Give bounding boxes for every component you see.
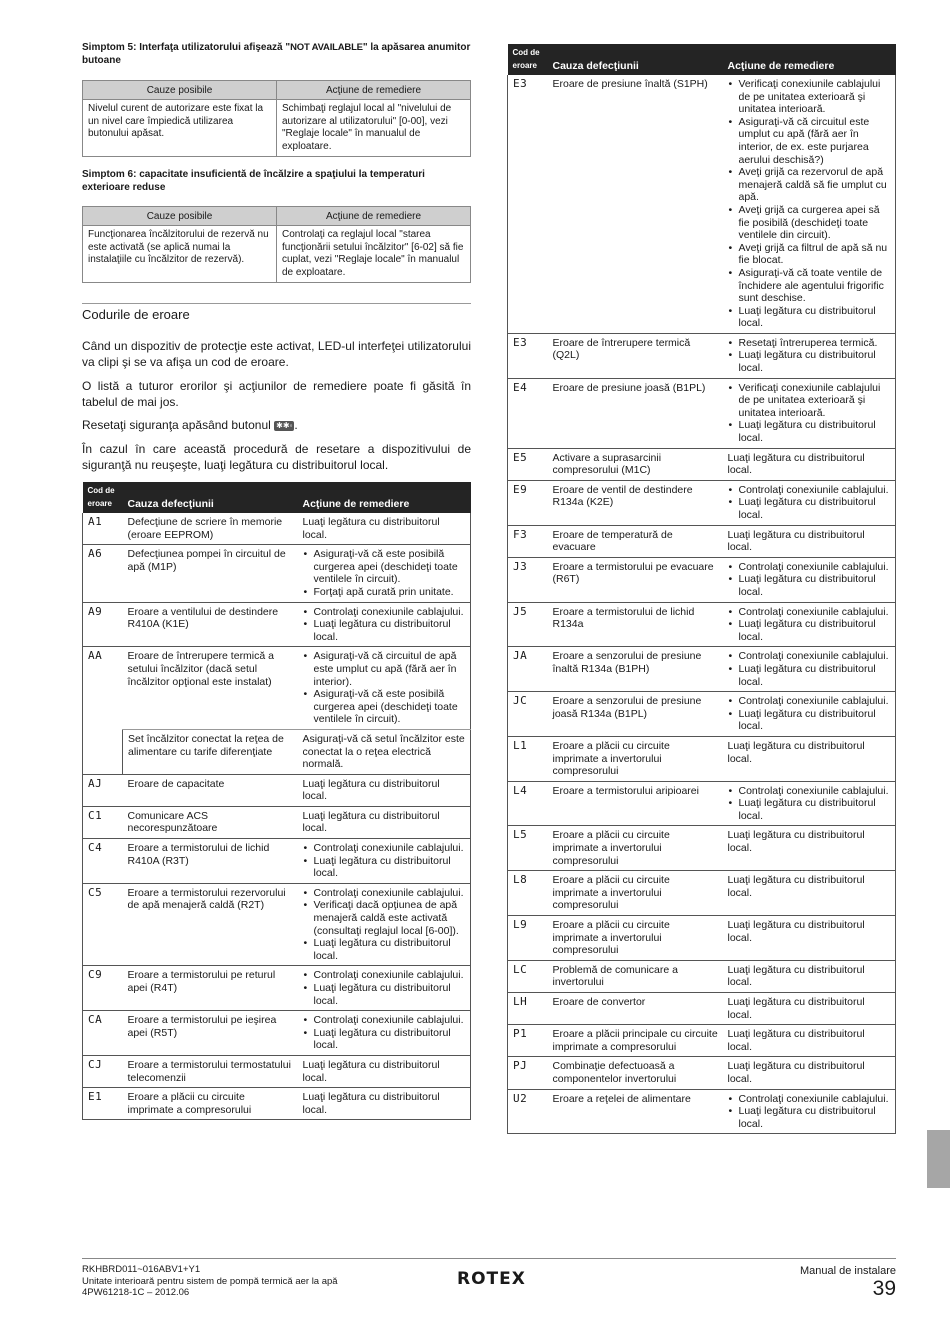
- error-code: U2: [508, 1089, 548, 1134]
- error-action: Luaţi legătura cu distribuitorul local.: [723, 871, 896, 916]
- error-cause: Eroare de temperatură de evacuare: [548, 525, 723, 557]
- error-action: Luaţi legătura cu distribuitorul local.: [723, 1057, 896, 1089]
- action-item: • Luaţi legătura cu distribuitorul local.: [314, 937, 467, 962]
- action-item: • Controlaţi conexiunile cablajului.: [739, 606, 892, 619]
- error-row: [83, 806, 471, 838]
- error-action: [298, 883, 471, 966]
- header-cause: Cauza defecţiunii: [123, 482, 298, 513]
- document-code: 4PW61218-1C – 2012.06: [82, 1287, 190, 1298]
- header-actions: Acţiune de remediere: [277, 81, 471, 100]
- action-item: • Asiguraţi-vă că este posibilă curgerea apei (deschideţi toate ventilele în circuit).: [314, 688, 467, 726]
- action-item: • Luaţi legătura cu distribuitorul local.: [739, 573, 892, 598]
- error-code: LH: [508, 993, 548, 1025]
- error-cause: Eroare de întrerupere termică a setului încălzitor (dacă setul încălzitor opţional este instalat): [123, 647, 298, 730]
- error-code: CJ: [83, 1055, 123, 1087]
- reset-button-icon: ✱✱◦: [276, 420, 293, 430]
- action-item: • Controlaţi conexiunile cablajului.: [314, 842, 467, 855]
- error-row: [508, 781, 896, 826]
- symptom5-title: Simptom 5: Interfaţa utilizatorului afişează "NOT AVAILABLE" la apăsarea anumitor butoane: [82, 42, 471, 66]
- footer-info: [82, 1264, 338, 1299]
- action-item: • Luaţi legătura cu distribuitorul local.: [739, 708, 892, 733]
- error-action: Luaţi legătura cu distribuitorul local.: [298, 1088, 471, 1120]
- error-cause: Eroare a senzorului de presiune înaltă R134a (B1PH): [548, 647, 723, 692]
- error-row: [508, 736, 896, 781]
- error-row: [508, 1025, 896, 1057]
- action-item: • Luaţi legătura cu distribuitorul local.: [314, 1027, 467, 1052]
- error-code: C5: [83, 883, 123, 966]
- error-action: [298, 966, 471, 1011]
- action-list: [728, 695, 892, 733]
- action-item: • Aveţi grijă ca filtrul de apă să nu fie blocat.: [739, 242, 892, 267]
- action-item: • Controlaţi conexiunile cablajului.: [739, 1093, 892, 1106]
- error-row: [83, 839, 471, 884]
- error-action: Luaţi legătura cu distribuitorul local.: [298, 1055, 471, 1087]
- error-code-table-left: [82, 482, 471, 1120]
- action-list: [728, 561, 892, 599]
- action-item: • Verificaţi conexiunile cablajului de pe unitatea exterioară şi unitatea interioară.: [739, 382, 892, 420]
- action-list: [728, 78, 892, 330]
- error-action: [723, 75, 896, 333]
- error-row: [508, 480, 896, 525]
- error-code-table-right: [507, 44, 896, 1134]
- action-item: • Luaţi legătura cu distribuitorul local.: [739, 663, 892, 688]
- error-action: Luaţi legătura cu distribuitorul local.: [723, 826, 896, 871]
- action-list: [303, 1014, 467, 1052]
- action-item: • Luaţi legătura cu distribuitorul local.: [314, 618, 467, 643]
- action-list: [728, 382, 892, 445]
- error-action: [298, 1011, 471, 1056]
- chapter-tab: [927, 1130, 950, 1188]
- error-action: [723, 647, 896, 692]
- error-cause: Activare a suprasarcinii compresorului (M1C): [548, 448, 723, 480]
- error-code: JC: [508, 692, 548, 737]
- header-code: Cod de eroare: [83, 482, 123, 513]
- action-item: • Aveţi grijă ca curgerea apei să fie posibilă (deschideţi toate ventilele din circuit).: [739, 204, 892, 242]
- action-list: [303, 650, 467, 726]
- error-action: Luaţi legătura cu distribuitorul local.: [723, 448, 896, 480]
- error-row: [508, 993, 896, 1025]
- section-title: Codurile de eroare: [82, 303, 471, 323]
- action-item: • Luaţi legătura cu distribuitorul local.: [739, 618, 892, 643]
- action-item: • Verificaţi dacă opţiunea de apă menajeră caldă este activată (consultaţi reglajul local [6-00]).: [314, 899, 467, 937]
- error-code: L5: [508, 826, 548, 871]
- error-row: [83, 1055, 471, 1087]
- error-action: [723, 333, 896, 378]
- paragraph: O listă a tuturor erorilor şi acţiunilor de remediere poate fi găsită în tabelul de mai jos.: [82, 379, 471, 409]
- symptom6-cause: Funcţionarea încălzitorului de rezervă nu este activată (se aplică numai la instalaţiile cu încălzitor de rezervă).: [83, 226, 277, 283]
- error-row: [508, 960, 896, 992]
- error-cause: Eroare a termistorului de lichid R134a: [548, 602, 723, 647]
- error-cause: Eroare a termistorului rezervorului de apă menajeră caldă (R2T): [123, 883, 298, 966]
- error-row: [508, 75, 896, 333]
- error-action: [723, 781, 896, 826]
- action-item: • Luaţi legătura cu distribuitorul local.: [739, 419, 892, 444]
- error-code: C1: [83, 806, 123, 838]
- error-cause: Comunicare ACS necorespunzătoare: [123, 806, 298, 838]
- error-action: [723, 602, 896, 647]
- action-list: [728, 337, 892, 375]
- error-action: [298, 545, 471, 602]
- error-code: E4: [508, 378, 548, 448]
- action-list: [303, 842, 467, 880]
- error-action: Luaţi legătura cu distribuitorul local.: [723, 525, 896, 557]
- action-item: • Controlaţi conexiunile cablajului.: [314, 887, 467, 900]
- error-code: J3: [508, 557, 548, 602]
- error-code: C9: [83, 966, 123, 1011]
- header-actions: Acţiune de remediere: [277, 207, 471, 226]
- error-row: [83, 966, 471, 1011]
- error-action: [723, 480, 896, 525]
- action-item: • Luaţi legătura cu distribuitorul local.: [314, 855, 467, 880]
- error-cause: Eroare a termistorului pe ieşirea apei (R5T): [123, 1011, 298, 1056]
- action-item: • Luaţi legătura cu distribuitorul local.: [739, 349, 892, 374]
- error-row: [508, 448, 896, 480]
- error-action: Luaţi legătura cu distribuitorul local.: [723, 1025, 896, 1057]
- error-code: AJ: [83, 774, 123, 806]
- error-code: J5: [508, 602, 548, 647]
- error-code: E9: [508, 480, 548, 525]
- error-cause: Eroare de convertor: [548, 993, 723, 1025]
- rotex-logo: ROTEX: [457, 1269, 526, 1289]
- header-action: Acţiune de remediere: [723, 44, 896, 75]
- error-cause: Eroare a reţelei de alimentare: [548, 1089, 723, 1134]
- error-action: [723, 378, 896, 448]
- action-item: • Luaţi legătura cu distribuitorul local.: [739, 797, 892, 822]
- error-action: [298, 602, 471, 647]
- action-item: • Asiguraţi-vă că circuitul este umplut cu apă (fără aer în interior, de ex. este purjarea aerului deschisă?): [739, 116, 892, 166]
- error-action: Luaţi legătura cu distribuitorul local.: [723, 993, 896, 1025]
- action-item: • Resetaţi întreruperea termică.: [739, 337, 892, 350]
- error-row: [508, 378, 896, 448]
- error-cause: Eroare de presiune joasă (B1PL): [548, 378, 723, 448]
- action-item: • Asiguraţi-vă că toate ventile de închidere ale agentului frigorific sunt deschise.: [739, 267, 892, 305]
- error-action: Asiguraţi-vă că setul încălzitor este conectat la o reţea electrică normală.: [298, 729, 471, 774]
- paragraph: Când un dispozitiv de protecţie este activat, LED-ul interfeţei utilizatorului va clipi şi se va afişa un cod de eroare.: [82, 339, 471, 369]
- error-cause: Eroare a termistorului de lichid R410A (R3T): [123, 839, 298, 884]
- symptom6-action: Controlaţi ca reglajul local "starea funcţionării setului încălzitor" [6-02] să fie cuplat, vezi "Reglaje locale" în manualul de exploatare.: [277, 226, 471, 283]
- error-cause: Eroare de întrerupere termică (Q2L): [548, 333, 723, 378]
- error-code: F3: [508, 525, 548, 557]
- action-list: [303, 969, 467, 1007]
- error-code: A1: [83, 513, 123, 545]
- error-row: [508, 602, 896, 647]
- action-item: • Aveţi grijă ca rezervorul de apă menajeră caldă să fie umplut cu apă.: [739, 166, 892, 204]
- symptom5-action: Schimbaţi reglajul local al "nivelului de autorizare al utilizatorului" [0-00], vezi "Reglaje locale" în manualul de exploatare.: [277, 100, 471, 157]
- error-cause: Defecţiunea pompei în circuitul de apă (M1P): [123, 545, 298, 602]
- error-row: [508, 557, 896, 602]
- error-row: [83, 1011, 471, 1056]
- error-row: [83, 1088, 471, 1120]
- header-code: Cod de eroare: [508, 44, 548, 75]
- error-cause: Defecţiune de scriere în memorie (eroare EEPROM): [123, 513, 298, 545]
- action-list: [728, 650, 892, 688]
- error-code: L4: [508, 781, 548, 826]
- error-cause: Eroare a termistorului pe returul apei (R4T): [123, 966, 298, 1011]
- error-row: [508, 1089, 896, 1134]
- error-row: [83, 883, 471, 966]
- error-code: A9: [83, 602, 123, 647]
- header-causes: Cauze posibile: [83, 81, 277, 100]
- error-code: P1: [508, 1025, 548, 1057]
- error-action: [723, 557, 896, 602]
- error-action: Luaţi legătura cu distribuitorul local.: [723, 736, 896, 781]
- error-code: LC: [508, 960, 548, 992]
- error-action: Luaţi legătura cu distribuitorul local.: [298, 774, 471, 806]
- error-row: [508, 333, 896, 378]
- action-item: • Luaţi legătura cu distribuitorul local.: [739, 305, 892, 330]
- error-cause: Eroare de capacitate: [123, 774, 298, 806]
- error-cause: Eroare a plăcii principale cu circuite imprimate a compresorului: [548, 1025, 723, 1057]
- error-row-sub: [83, 729, 471, 774]
- error-code: AA: [83, 647, 123, 774]
- action-item: • Controlaţi conexiunile cablajului.: [314, 1014, 467, 1027]
- error-row: [508, 647, 896, 692]
- error-action: [298, 839, 471, 884]
- symptom5-table: [82, 80, 471, 157]
- error-cause: Eroare a plăcii cu circuite imprimate a invertorului compresorului: [548, 826, 723, 871]
- error-code: A6: [83, 545, 123, 602]
- page-footer: [82, 1258, 896, 1300]
- error-code: L8: [508, 871, 548, 916]
- action-item: • Controlaţi conexiunile cablajului.: [739, 650, 892, 663]
- action-item: • Asiguraţi-vă că este posibilă curgerea apei (deschideţi toate ventilele în circuit).: [314, 548, 467, 586]
- action-list: [728, 606, 892, 644]
- error-action: Luaţi legătura cu distribuitorul local.: [298, 513, 471, 545]
- manual-title: Manual de instalare: [799, 1265, 896, 1277]
- symptom6-table: [82, 206, 471, 283]
- header-cause: Cauza defecţiunii: [548, 44, 723, 75]
- action-list: [303, 606, 467, 644]
- header-causes: Cauze posibile: [83, 207, 277, 226]
- action-list: [303, 887, 467, 963]
- error-row: [508, 692, 896, 737]
- error-action: [298, 647, 471, 730]
- error-cause: Eroare a plăcii cu circuite imprimate a invertorului compresorului: [548, 916, 723, 961]
- action-item: • Luaţi legătura cu distribuitorul local.: [739, 496, 892, 521]
- error-action: Luaţi legătura cu distribuitorul local.: [298, 806, 471, 838]
- action-item: • Controlaţi conexiunile cablajului.: [314, 606, 467, 619]
- error-code: E3: [508, 333, 548, 378]
- error-code: E5: [508, 448, 548, 480]
- action-item: • Controlaţi conexiunile cablajului.: [739, 484, 892, 497]
- error-row: [508, 916, 896, 961]
- error-cause: Combinaţie defectuoasă a componentelor invertorului: [548, 1057, 723, 1089]
- error-row: [508, 1057, 896, 1089]
- action-list: [728, 785, 892, 823]
- error-row: [83, 774, 471, 806]
- error-cause: Set încălzitor conectat la reţea de alimentare cu tarife diferenţiate: [123, 729, 298, 774]
- error-cause: Eroare a termistorului aripioarei: [548, 781, 723, 826]
- error-code: C4: [83, 839, 123, 884]
- error-cause: Eroare a plăcii cu circuite imprimate a compresorului: [123, 1088, 298, 1120]
- product-description: Unitate interioară pentru sistem de pompă termică aer la apă: [82, 1275, 338, 1287]
- symptom5-cause: Nivelul curent de autorizare este fixat la un nivel care împiedică utilizarea butonului apăsat.: [83, 100, 277, 157]
- action-item: • Controlaţi conexiunile cablajului.: [314, 969, 467, 982]
- action-list: [728, 1093, 892, 1131]
- error-cause: Eroare a plăcii cu circuite imprimate a invertorului compresorului: [548, 871, 723, 916]
- error-cause: Problemă de comunicare a invertorului: [548, 960, 723, 992]
- error-code: E1: [83, 1088, 123, 1120]
- error-row: [508, 525, 896, 557]
- error-cause: Eroare a plăcii cu circuite imprimate a invertorului compresorului: [548, 736, 723, 781]
- action-item: • Verificaţi conexiunile cablajului de pe unitatea exterioară şi unitatea interioară.: [739, 78, 892, 116]
- error-cause: Eroare a termistorului pe evacuare (R6T): [548, 557, 723, 602]
- action-item: • Controlaţi conexiunile cablajului.: [739, 695, 892, 708]
- error-cause: Eroare de ventil de destindere R134a (K2E): [548, 480, 723, 525]
- action-item: • Controlaţi conexiunile cablajului.: [739, 785, 892, 798]
- error-cause: Eroare de presiune înaltă (S1PH): [548, 75, 723, 333]
- symptom6-title: Simptom 6: capacitate insuficientă de încălzire a spaţiului la temperaturi exterioare reduse: [82, 169, 425, 193]
- error-cause: Eroare a termistorului termostatului telecomenzii: [123, 1055, 298, 1087]
- error-row: [83, 647, 471, 730]
- error-code: L1: [508, 736, 548, 781]
- paragraph: Resetaţi siguranţa apăsând butonul ✱✱◦ .: [82, 418, 298, 432]
- error-code: JA: [508, 647, 548, 692]
- error-code: CA: [83, 1011, 123, 1056]
- error-code: E3: [508, 75, 548, 333]
- action-list: [303, 548, 467, 598]
- action-item: • Luaţi legătura cu distribuitorul local.: [739, 1105, 892, 1130]
- error-cause: Eroare a ventilului de destindere R410A (K1E): [123, 602, 298, 647]
- model-code: RKHBRD011~016ABV1+Y1: [82, 1264, 201, 1275]
- error-code: PJ: [508, 1057, 548, 1089]
- header-action: Acţiune de remediere: [298, 482, 471, 513]
- error-row: [83, 513, 471, 545]
- error-row: [83, 545, 471, 602]
- action-list: [728, 484, 892, 522]
- error-row: [83, 602, 471, 647]
- error-cause: Eroare a senzorului de presiune joasă R134a (B1PL): [548, 692, 723, 737]
- paragraph: În cazul în care această procedură de resetare a dispozitivului de siguranţă nu reuşeşte, luaţi legătura cu distribuitorul local.: [82, 442, 471, 472]
- error-action: Luaţi legătura cu distribuitorul local.: [723, 960, 896, 992]
- error-action: [723, 692, 896, 737]
- action-item: • Luaţi legătura cu distribuitorul local.: [314, 982, 467, 1007]
- action-item: • Forţaţi apă curată prin unitate.: [314, 586, 467, 599]
- error-row: [508, 826, 896, 871]
- error-code: L9: [508, 916, 548, 961]
- error-action: [723, 1089, 896, 1134]
- action-item: • Controlaţi conexiunile cablajului.: [739, 561, 892, 574]
- error-action: Luaţi legătura cu distribuitorul local.: [723, 916, 896, 961]
- error-row: [508, 871, 896, 916]
- page-number: 39: [872, 1277, 896, 1300]
- action-item: • Asiguraţi-vă că circuitul de apă este umplut cu apă (fără aer în interior).: [314, 650, 467, 688]
